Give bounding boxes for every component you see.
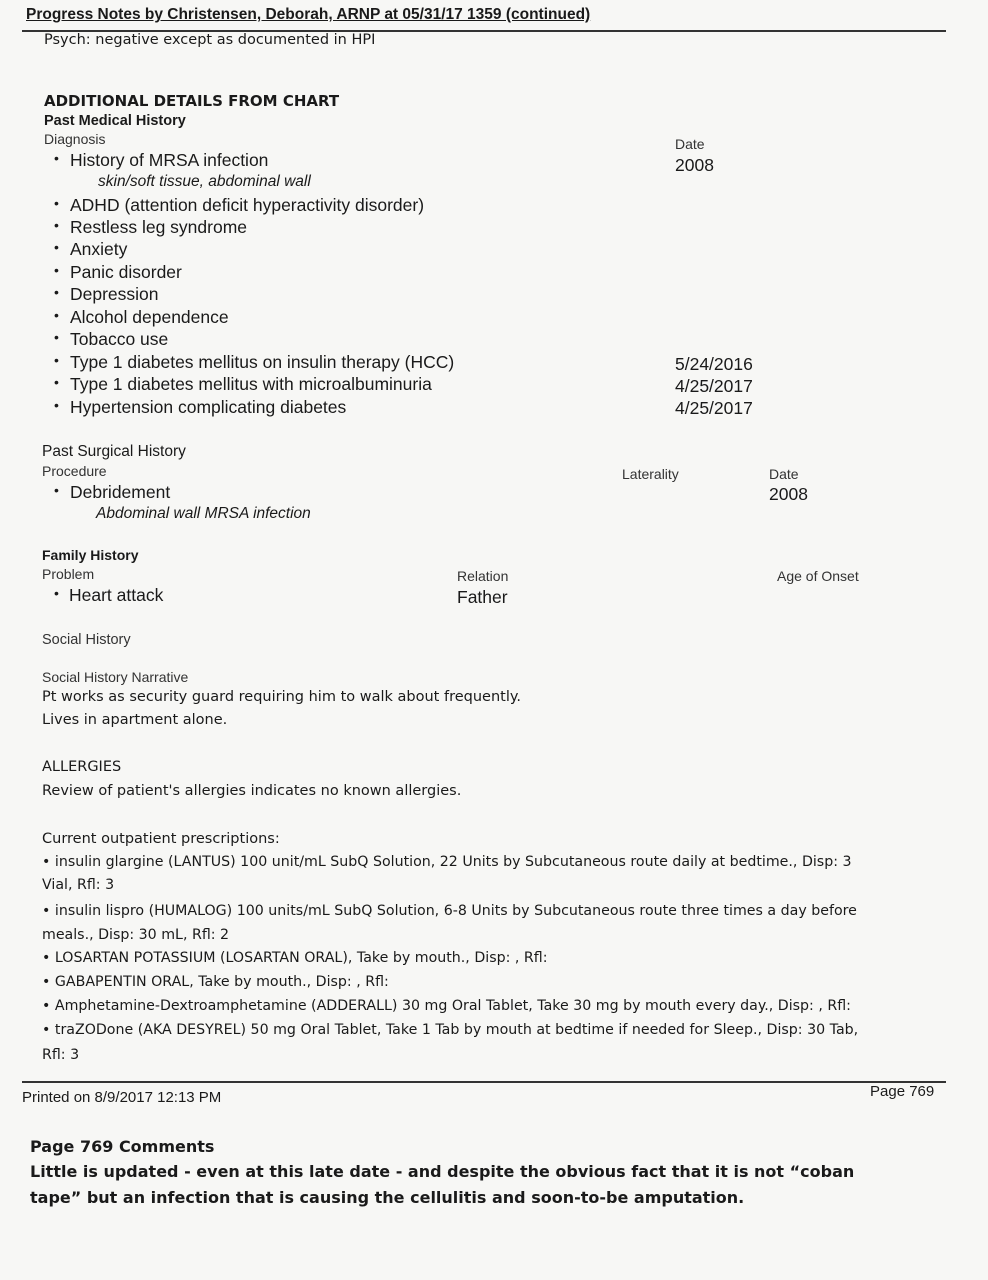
sh-line-2: Lives in apartment alone. [42, 712, 228, 728]
psh-item-note: Abdominal wall MRSA infection [96, 505, 311, 522]
rx-item-line: Rfl: 3 [42, 1047, 80, 1063]
psych-line: Psych: negative except as documented in HPI [44, 32, 376, 48]
allergies-text: Review of patient's allergies indicates no known allergies. [42, 783, 462, 799]
comments-line-2: tape” but an infection that is causing the cellulitis and soon-to-be amputation. [30, 1188, 745, 1207]
page-header-title: Progress Notes by Christensen, Deborah, ARNP at 05/31/17 1359 (continued) [26, 6, 591, 23]
rx-item-line: meals., Disp: 30 mL, Rfl: 2 [42, 927, 230, 943]
list-item: • [54, 374, 59, 390]
pmh-item-text: ADHD (attention deficit hyperactivity disorder) [70, 195, 425, 215]
pmh-item-text: Alcohol dependence [70, 307, 229, 327]
list-item: • LOSARTAN POTASSIUM (LOSARTAN ORAL), Take by mouth., Disp: , Rfl: [42, 950, 548, 966]
pmh-item-text: History of MRSA infection [70, 150, 269, 170]
list-item: • [54, 482, 59, 498]
list-item: • Amphetamine-Dextroamphetamine (ADDERALL) 30 mg Oral Tablet, Take 30 mg by mouth every day., Disp: , Rfl: [42, 998, 851, 1014]
rx-item-line: traZODone (AKA DESYREL) 50 mg Oral Tablet, Take 1 Tab by mouth at bedtime if needed for Sleep., Disp: 30 Tab, [54, 1022, 859, 1038]
rx-item-line: Amphetamine-Dextroamphetamine (ADDERALL) 30 mg Oral Tablet, Take 30 mg by mouth every day., Disp: , Rfl: [54, 998, 851, 1014]
list-item: • [54, 352, 59, 368]
pmh-heading: Past Medical History [44, 113, 186, 129]
pmh-item-text: Tobacco use [70, 329, 169, 349]
list-item: • insulin glargine (LANTUS) 100 unit/mL SubQ Solution, 22 Units by Subcutaneous route daily at bedtime., Disp: 3 [42, 854, 852, 870]
rx-heading: Current outpatient prescriptions: [42, 831, 280, 847]
pmh-item-date: 4/25/2017 [675, 376, 753, 396]
psh-item-date: 2008 [769, 484, 808, 504]
fh-item-relation: Father [457, 587, 508, 607]
pmh-item-date: 5/24/2016 [675, 354, 753, 374]
allergies-heading: ALLERGIES [42, 759, 122, 775]
printed-on: Printed on 8/9/2017 12:13 PM [22, 1089, 222, 1106]
sh-heading: Social History [42, 632, 131, 648]
sh-line-1: Pt works as security guard requiring him to walk about frequently. [42, 689, 521, 705]
pmh-item-date: 2008 [675, 155, 714, 175]
footer-rule [22, 1081, 946, 1083]
comments-line-1: Little is updated - even at this late date - and despite the obvious fact that it is not “coban [30, 1162, 855, 1181]
list-item: • [54, 262, 59, 278]
list-item: • GABAPENTIN ORAL, Take by mouth., Disp: , Rfl: [42, 974, 389, 990]
list-item: • insulin lispro (HUMALOG) 100 units/mL SubQ Solution, 6-8 Units by Subcutaneous route three times a day before [42, 903, 857, 919]
psh-col-laterality: Laterality [622, 466, 679, 482]
pmh-col-diagnosis: Diagnosis [44, 131, 106, 147]
pmh-col-date: Date [675, 136, 705, 152]
rx-item-line: Vial, Rfl: 3 [42, 877, 115, 893]
list-item: • [54, 307, 59, 323]
rx-item-line: GABAPENTIN ORAL, Take by mouth., Disp: , Rfl: [54, 974, 389, 990]
list-item: • [54, 284, 59, 300]
page-number: Page 769 [870, 1083, 935, 1100]
pmh-item-text: Restless leg syndrome [70, 217, 248, 237]
list-item: • [54, 217, 59, 233]
list-item: • [54, 397, 59, 413]
comments-heading: Page 769 Comments [30, 1137, 215, 1156]
list-item: • [54, 329, 59, 345]
pmh-item-note: skin/soft tissue, abdominal wall [98, 173, 311, 190]
psh-col-procedure: Procedure [42, 463, 107, 479]
pmh-item-date: 4/25/2017 [675, 398, 753, 418]
fh-heading: Family History [42, 547, 139, 563]
list-item: • [54, 150, 59, 166]
psh-item-text: Debridement [70, 482, 171, 502]
list-item: • traZODone (AKA DESYREL) 50 mg Oral Tablet, Take 1 Tab by mouth at bedtime if needed for Sleep., Disp: 30 Tab, [42, 1022, 859, 1038]
sh-narrative-label: Social History Narrative [42, 669, 189, 685]
list-item: • [54, 585, 59, 601]
list-item: • [54, 195, 59, 211]
pmh-item-text: Depression [70, 284, 159, 304]
psh-heading: Past Surgical History [42, 443, 186, 460]
psh-col-date: Date [769, 466, 799, 482]
pmh-item-text: Anxiety [70, 239, 128, 259]
pmh-item-text: Type 1 diabetes mellitus on insulin therapy (HCC) [70, 352, 455, 372]
fh-col-onset: Age of Onset [777, 568, 859, 584]
fh-col-relation: Relation [457, 568, 509, 584]
list-item: • [54, 239, 59, 255]
fh-item-text: Heart attack [69, 585, 164, 605]
pmh-item-text: Panic disorder [70, 262, 182, 282]
additional-details-heading: ADDITIONAL DETAILS FROM CHART [44, 92, 340, 110]
rx-item-line: insulin lispro (HUMALOG) 100 units/mL SubQ Solution, 6-8 Units by Subcutaneous route three times a day before [54, 903, 857, 919]
rx-item-line: LOSARTAN POTASSIUM (LOSARTAN ORAL), Take by mouth., Disp: , Rfl: [54, 950, 548, 966]
pmh-item-text: Type 1 diabetes mellitus with microalbuminuria [70, 374, 432, 394]
pmh-item-text: Hypertension complicating diabetes [70, 397, 347, 417]
fh-col-problem: Problem [42, 566, 95, 582]
rx-item-line: insulin glargine (LANTUS) 100 unit/mL SubQ Solution, 22 Units by Subcutaneous route daily at bedtime., Disp: 3 [54, 854, 852, 870]
